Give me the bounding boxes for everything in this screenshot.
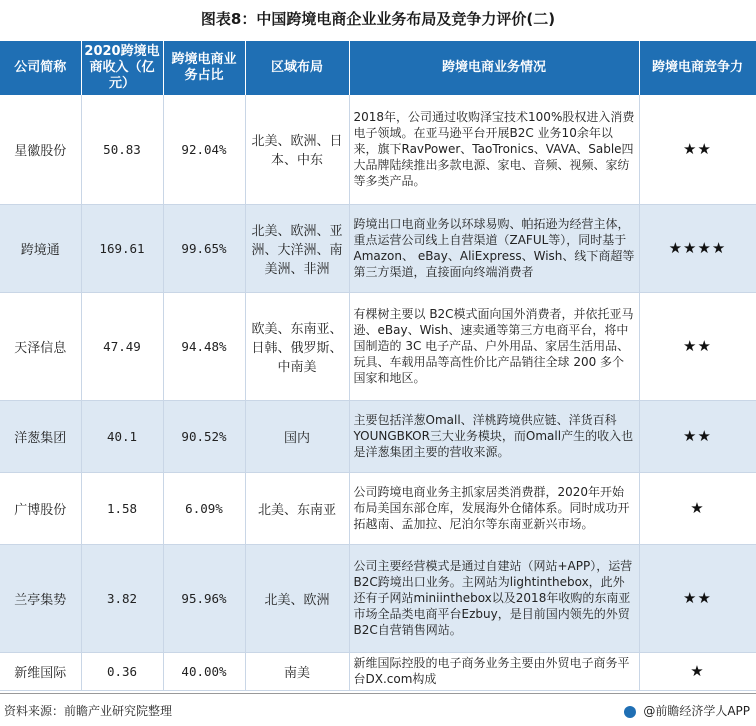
description-cell: 公司跨境电商业务主抓家居类消费群，2020年开始布局美国东部仓库，发展海外仓储体系。同时成功开拓越南、孟加拉、尼泊尔等东南亚新兴市场。	[349, 472, 639, 544]
share-cell: 92.04%	[163, 95, 245, 204]
description-cell: 跨境出口电商业务以环球易购、帕拓逊为经营主体，重点运营公司线上自营渠道（ZAFUL等），同时基于Amazon、 eBay、AliExpress、Wish、线下商超等第三方渠道，直接面向终端消费者	[349, 204, 639, 292]
header-company: 公司简称	[0, 41, 81, 95]
company-cell: 新维国际	[0, 652, 81, 690]
brand-logo-icon	[624, 706, 636, 718]
table-row	[0, 292, 756, 400]
rating-cell: ★★★★	[639, 204, 756, 292]
region-cell: 北美、欧洲、日本、中东	[245, 95, 349, 204]
revenue-cell: 0.36	[81, 652, 163, 690]
rating-cell: ★★	[639, 544, 756, 652]
brand-text: @前瞻经济学人APP	[643, 704, 750, 718]
region-cell: 国内	[245, 400, 349, 472]
description-cell: 主要包括洋葱Omall、洋桃跨境供应链、洋货百科YOUNGBKOR三大业务模块，而Omall产生的收入也是洋葱集团主要的营收来源。	[349, 400, 639, 472]
region-cell: 北美、欧洲、亚洲、大洋洲、南美洲、非洲	[245, 204, 349, 292]
revenue-cell: 40.1	[81, 400, 163, 472]
region-cell: 北美、东南亚	[245, 472, 349, 544]
description-cell: 有棵树主要以 B2C模式面向国外消费者，并依托亚马逊、eBay、Wish、速卖通等第三方电商平台，将中国制造的 3C 电子产品、户外用品、家居生活用品、玩具、车载用品等高性价比产品销往全球 200 多个国家和地区。	[349, 292, 639, 400]
company-cell: 天泽信息	[0, 292, 81, 400]
revenue-cell: 169.61	[81, 204, 163, 292]
header-region: 区域布局	[245, 41, 349, 95]
share-cell: 95.96%	[163, 544, 245, 652]
rating-cell: ★	[639, 472, 756, 544]
table-row	[0, 204, 756, 292]
region-cell: 欧美、东南亚、日韩、俄罗斯、中南美	[245, 292, 349, 400]
share-cell: 40.00%	[163, 652, 245, 690]
region-cell: 南美	[245, 652, 349, 690]
header-row	[0, 41, 756, 95]
revenue-cell: 1.58	[81, 472, 163, 544]
company-table	[0, 41, 756, 691]
table-row	[0, 652, 756, 690]
company-cell: 跨境通	[0, 204, 81, 292]
company-cell: 兰亭集势	[0, 544, 81, 652]
company-cell: 洋葱集团	[0, 400, 81, 472]
company-cell: 星徽股份	[0, 95, 81, 204]
brand-credit	[624, 702, 750, 719]
share-cell: 6.09%	[163, 472, 245, 544]
revenue-cell: 3.82	[81, 544, 163, 652]
chart-title: 图表8：中国跨境电商企业业务布局及竞争力评价(二)	[200, 10, 556, 28]
region-cell: 北美、欧洲	[245, 544, 349, 652]
share-cell: 99.65%	[163, 204, 245, 292]
company-cell: 广博股份	[0, 472, 81, 544]
header-description: 跨境电商业务情况	[349, 41, 639, 95]
revenue-cell: 47.49	[81, 292, 163, 400]
rating-cell: ★★	[639, 400, 756, 472]
rating-cell: ★★	[639, 95, 756, 204]
table-row	[0, 400, 756, 472]
description-cell: 公司主要经营模式是通过自建站（网站+APP），运营B2C跨境出口业务。主网站为lightinthebox，此外还有子网站miniinthebox以及2018年收购的东南亚市场全品类电商平台Ezbuy，是目前国内领先的外贸B2C自营销售网站。	[349, 544, 639, 652]
footer	[0, 693, 756, 726]
share-cell: 94.48%	[163, 292, 245, 400]
header-rating: 跨境电商竞争力	[639, 41, 756, 95]
table-row	[0, 544, 756, 652]
share-cell: 90.52%	[163, 400, 245, 472]
rating-cell: ★	[639, 652, 756, 690]
rating-cell: ★★	[639, 292, 756, 400]
header-revenue: 2020跨境电商收入（亿元）	[81, 41, 163, 95]
description-cell: 2018年，公司通过收购泽宝技术100%股权进入消费电子领域。在亚马逊平台开展B2C 业务10余年以来，旗下RavPower、TaoTronics、VAVA、Sable四大品牌陆续推出多款电源、家电、音频、视频、家纺等多类产品。	[349, 95, 639, 204]
source-note: 资料来源：前瞻产业研究院整理	[4, 704, 173, 718]
description-cell: 新维国际控股的电子商务业务主要由外贸电子商务平台DX.com构成	[349, 652, 639, 690]
table-row	[0, 472, 756, 544]
revenue-cell: 50.83	[81, 95, 163, 204]
header-share: 跨境电商业务占比	[163, 41, 245, 95]
table-row	[0, 95, 756, 204]
